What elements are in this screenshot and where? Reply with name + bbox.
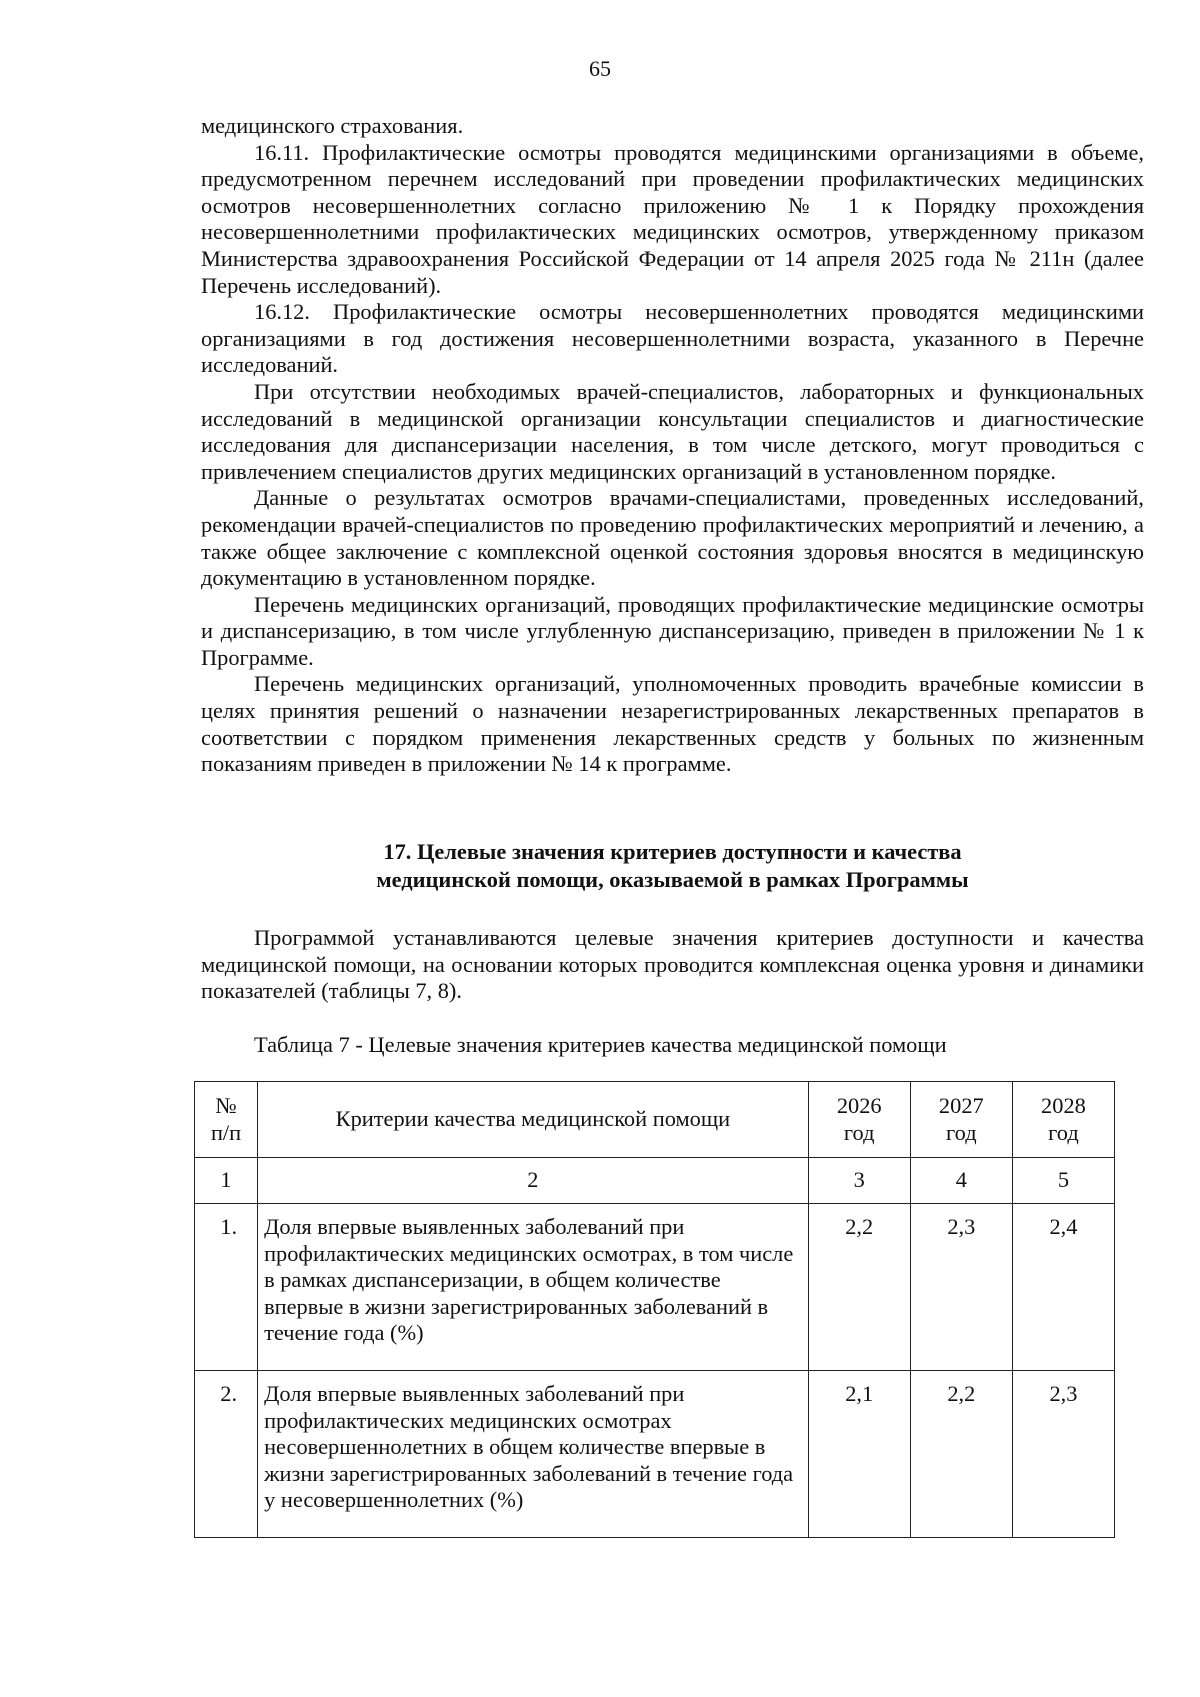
paragraph: Данные о результатах осмотров врачами-специалистами, проведенных исследований, рекомендации врачей-специалистов по проведению профилактических мероприятий и лечению, а также общее заключение с комплексной оценкой состояния здоровья вносятся в медицинскую документацию в установленном порядке. — [201, 485, 1144, 591]
table-caption: Таблица 7 - Целевые значения критериев качества медицинской помощи — [254, 1032, 947, 1057]
table-row — [195, 1204, 1115, 1371]
column-number: 5 — [1012, 1158, 1114, 1204]
header-num — [195, 1082, 258, 1158]
section-heading-line: 17. Целевые значения критериев доступности и качества — [383, 839, 962, 864]
row-value-2028: 2,3 — [1012, 1371, 1114, 1538]
header-year: 2028 — [1041, 1092, 1086, 1118]
paragraph: Перечень медицинских организаций, уполномоченных проводить врачебные комиссии в целях принятия решений о назначении незарегистрированных лекарственных препаратов в соответствии с порядком применения лекарственных средств у больных по жизненным показаниям приведен в приложении № 14 к программе. — [201, 671, 1144, 777]
section-heading — [201, 838, 1144, 894]
paragraph: При отсутствии необходимых врачей-специалистов, лабораторных и функциональных исследований в медицинской организации консультации специалистов и диагностические исследования для диспансеризации населения, в том числе детского, могут проводиться с привлечением специалистов других медицинских организаций в установленном порядке. — [201, 378, 1144, 484]
row-criteria: Доля впервые выявленных заболеваний при профилактических медицинских осмотрах несовершеннолетних в общем количестве впервые в жизни зарегистрированных заболеваний в течение года у несовершеннолетних (%) — [258, 1371, 809, 1538]
criteria-table — [194, 1081, 1115, 1538]
row-value-2026: 2,2 — [808, 1204, 910, 1371]
section-intro — [201, 925, 1144, 1005]
paragraph-16-11: 16.11. Профилактические осмотры проводятся медицинскими организациями в объеме, предусмотренном перечнем исследований при проведении профилактических медицинских осмотров несовершеннолетних согласно приложению № 1 к Порядку прохождения несовершеннолетними профилактических медицинских осмотров, утвержденному приказом Министерства здравоохранения Российской Федерации от 14 апреля 2025 года № 211н (далее Перечень исследований). — [201, 139, 1144, 298]
column-number: 3 — [808, 1158, 910, 1204]
header-criteria: Критерии качества медицинской помощи — [258, 1082, 809, 1158]
row-criteria: Доля впервые выявленных заболеваний при профилактических медицинских осмотрах, в том числе в рамках диспансеризации, в общем количестве впервые в жизни зарегистрированных заболеваний в течение года (%) — [258, 1204, 809, 1371]
header-year: 2027 — [938, 1092, 984, 1118]
body-text — [201, 113, 1144, 778]
column-number-row — [195, 1158, 1115, 1204]
header-year-unit: год — [946, 1119, 977, 1145]
paragraph: медицинского страхования. — [201, 113, 464, 138]
table-header-row — [195, 1082, 1115, 1158]
intro-paragraph: Программой устанавливаются целевые значения критериев доступности и качества медицинской помощи, на основании которых проводится комплексная оценка уровня и динамики показателей (таблицы 7, 8). — [201, 925, 1144, 1004]
row-value-2028: 2,4 — [1012, 1204, 1114, 1371]
paragraph: Перечень медицинских организаций, проводящих профилактические медицинские осмотры и диспансеризацию, в том числе углубленную диспансеризацию, приведен в приложении № 1 к Программе. — [201, 591, 1144, 670]
header-num-label: п/п — [210, 1119, 242, 1145]
row-value-2026: 2,1 — [808, 1371, 910, 1538]
row-value-2027: 2,3 — [910, 1204, 1012, 1371]
column-number: 4 — [910, 1158, 1012, 1204]
row-value-2027: 2,2 — [910, 1371, 1012, 1538]
header-2027 — [910, 1082, 1012, 1158]
paragraph-16-12: 16.12. Профилактические осмотры несовершеннолетних проводятся медицинскими организациями в год достижения несовершеннолетними возраста, указанного в Перечне исследований. — [201, 299, 1144, 378]
column-number: 2 — [258, 1158, 809, 1204]
section-heading-line: медицинской помощи, оказываемой в рамках Программы — [376, 867, 969, 892]
row-number: 2. — [195, 1371, 258, 1538]
header-2028 — [1012, 1082, 1114, 1158]
header-year: 2026 — [836, 1092, 882, 1118]
table-row — [195, 1371, 1115, 1538]
header-2026 — [808, 1082, 910, 1158]
header-year-unit: год — [843, 1119, 875, 1145]
header-num-symbol: № — [215, 1092, 237, 1118]
row-number: 1. — [195, 1204, 258, 1371]
page-number: 65 — [589, 56, 611, 81]
header-year-unit: год — [1048, 1119, 1079, 1145]
column-number: 1 — [195, 1158, 258, 1204]
